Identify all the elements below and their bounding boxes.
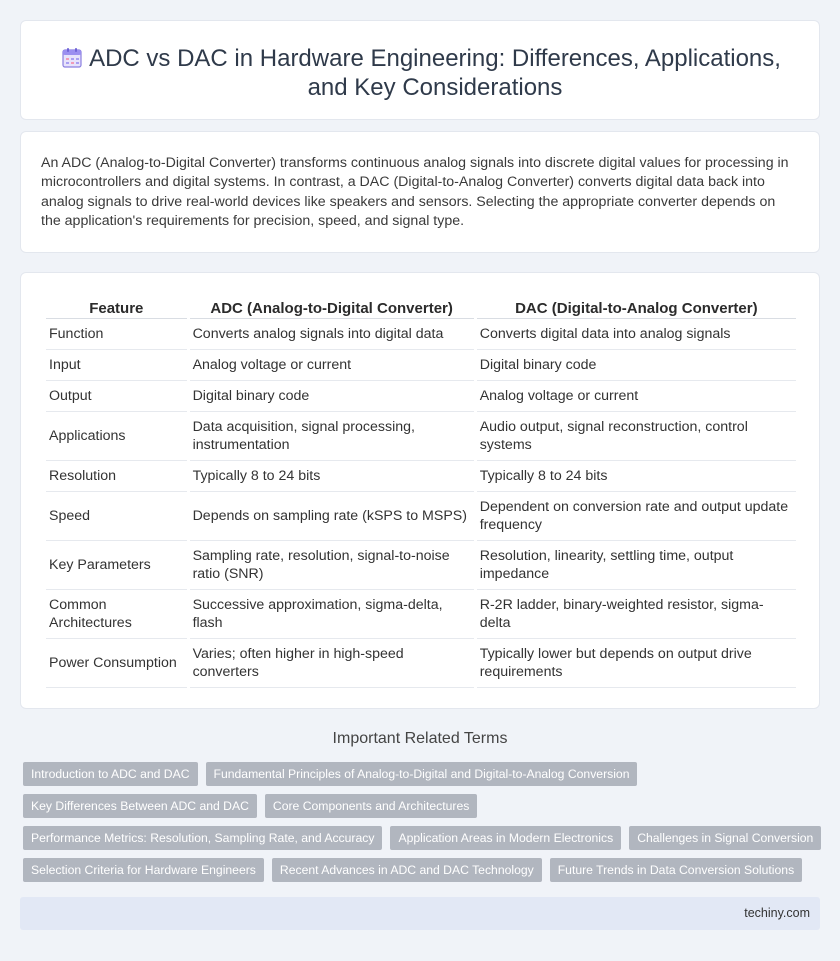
dac-cell: Audio output, signal reconstruction, control systems (477, 412, 796, 461)
dac-cell: Dependent on conversion rate and output update frequency (477, 492, 796, 541)
related-term-link[interactable]: Introduction to ADC and DAC (23, 762, 198, 786)
related-term-link[interactable]: Selection Criteria for Hardware Engineers (23, 858, 264, 882)
adc-cell: Sampling rate, resolution, signal-to-noise ratio (SNR) (190, 541, 474, 590)
table-header-row (46, 295, 796, 319)
comparison-table (43, 295, 799, 688)
feature-cell: Output (46, 381, 187, 412)
adc-cell: Typically 8 to 24 bits (190, 461, 474, 492)
header-dac: DAC (Digital-to-Analog Converter) (477, 295, 796, 319)
adc-cell: Depends on sampling rate (kSPS to MSPS) (190, 492, 474, 541)
table-row (46, 590, 796, 639)
dac-cell: R-2R ladder, binary-weighted resistor, sigma-delta (477, 590, 796, 639)
adc-cell: Analog voltage or current (190, 350, 474, 381)
feature-cell: Key Parameters (46, 541, 187, 590)
related-terms-title: Important Related Terms (332, 730, 508, 747)
dac-cell: Converts digital data into analog signals (477, 319, 796, 350)
footer-bar (20, 897, 820, 930)
related-term-link[interactable]: Challenges in Signal Conversion (629, 826, 821, 850)
adc-cell: Data acquisition, signal processing, instrumentation (190, 412, 474, 461)
header-feature: Feature (46, 295, 187, 319)
dac-cell: Typically 8 to 24 bits (477, 461, 796, 492)
feature-cell: Function (46, 319, 187, 350)
feature-cell: Applications (46, 412, 187, 461)
table-row (46, 541, 796, 590)
related-term-link[interactable]: Recent Advances in ADC and DAC Technology (272, 858, 542, 882)
header-adc: ADC (Analog-to-Digital Converter) (190, 295, 474, 319)
table-row (46, 492, 796, 541)
table-row (46, 381, 796, 412)
related-terms-list (23, 762, 823, 890)
adc-cell: Successive approximation, sigma-delta, flash (190, 590, 474, 639)
related-term-link[interactable]: Performance Metrics: Resolution, Sampling Rate, and Accuracy (23, 826, 382, 850)
related-term-link[interactable]: Future Trends in Data Conversion Solutions (550, 858, 802, 882)
feature-cell: Speed (46, 492, 187, 541)
table-row (46, 461, 796, 492)
tag-row (23, 762, 823, 786)
intro-card (20, 131, 820, 253)
tag-row (23, 826, 823, 850)
intro-paragraph: An ADC (Analog-to-Digital Converter) transforms continuous analog signals into discrete digital values for processing in microcontrollers and digital systems. In contrast, a DAC (Digital-to-Analog Converter) converts digital data back into analog signals to drive real-world devices like speakers and sensors. Selecting the appropriate converter depends on the application's requirements for precision, speed, and signal type. (41, 155, 789, 230)
table-row (46, 639, 796, 688)
table-row (46, 319, 796, 350)
feature-cell: Common Architectures (46, 590, 187, 639)
feature-cell: Resolution (46, 461, 187, 492)
related-term-link[interactable]: Core Components and Architectures (265, 794, 477, 818)
dac-cell: Resolution, linearity, settling time, output impedance (477, 541, 796, 590)
table-row (46, 350, 796, 381)
comparison-card (20, 272, 820, 709)
related-term-link[interactable]: Key Differences Between ADC and DAC (23, 794, 257, 818)
adc-cell: Varies; often higher in high-speed converters (190, 639, 474, 688)
dac-cell: Typically lower but depends on output drive requirements (477, 639, 796, 688)
feature-cell: Power Consumption (46, 639, 187, 688)
footer-brand[interactable]: techiny.com (744, 906, 810, 920)
related-term-link[interactable]: Fundamental Principles of Analog-to-Digital and Digital-to-Analog Conversion (206, 762, 638, 786)
dac-cell: Analog voltage or current (477, 381, 796, 412)
tag-row (23, 794, 823, 818)
tag-row (23, 858, 823, 882)
feature-cell: Input (46, 350, 187, 381)
table-row (46, 412, 796, 461)
related-term-link[interactable]: Application Areas in Modern Electronics (390, 826, 621, 850)
title-card (20, 20, 820, 120)
dac-cell: Digital binary code (477, 350, 796, 381)
adc-cell: Digital binary code (190, 381, 474, 412)
adc-cell: Converts analog signals into digital data (190, 319, 474, 350)
page-title: ADC vs DAC in Hardware Engineering: Differences, Applications, and Key Considerations (89, 45, 781, 101)
